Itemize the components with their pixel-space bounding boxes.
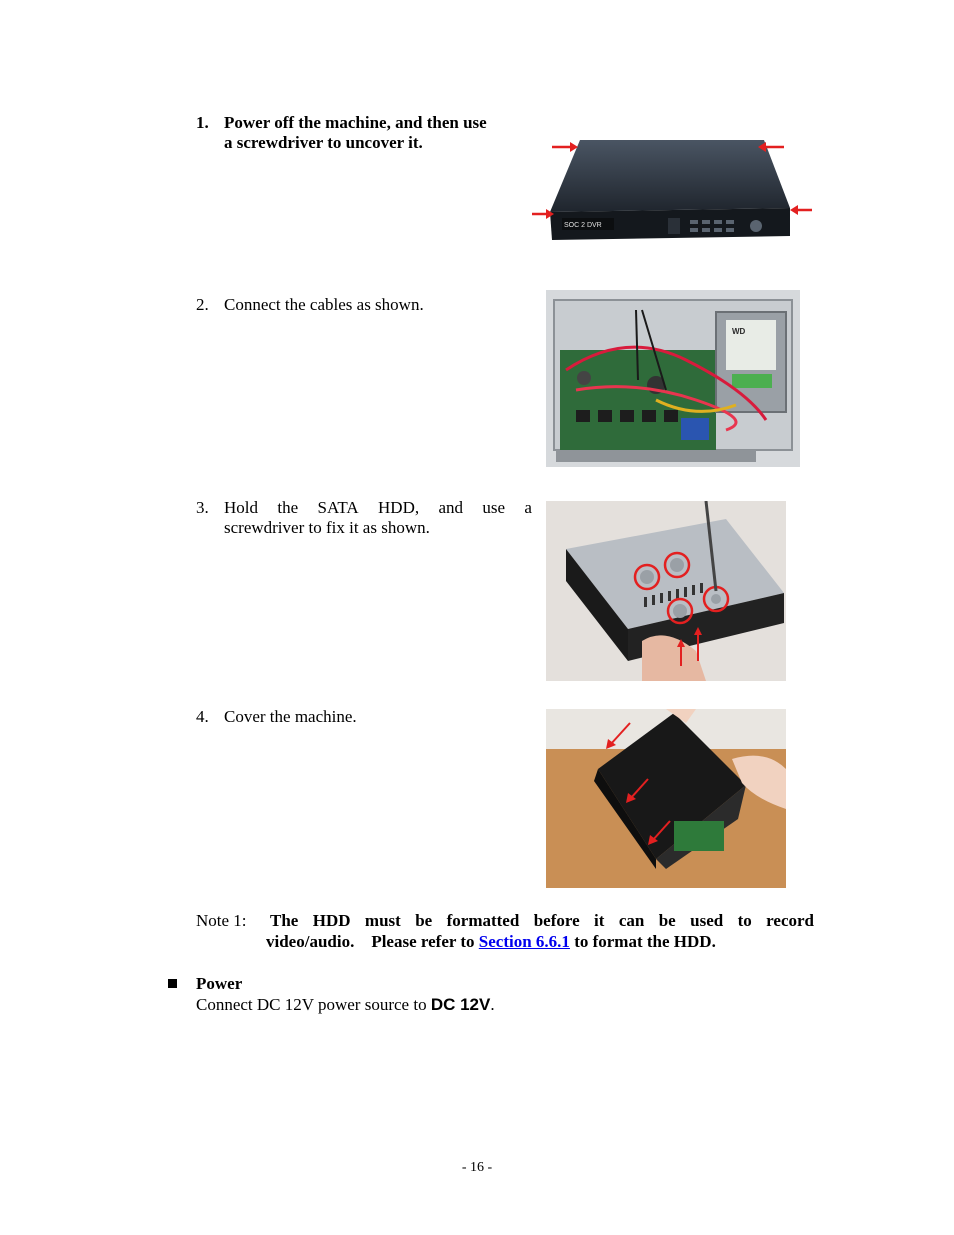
cover-machine-photo (546, 709, 786, 888)
note-line-2 (196, 931, 814, 952)
step-3-word: a (524, 498, 532, 517)
dvr-label: SOC 2 DVR (564, 222, 602, 229)
step-2-line-1: Connect the cables as shown. (224, 295, 424, 314)
note-text-b: to format the HDD. (574, 932, 716, 951)
step-2-number: 2. (196, 295, 209, 314)
power-text-row (168, 994, 868, 1015)
hdd-brand-label: WD (732, 327, 746, 336)
power-emphasis: DC 12V (430, 995, 491, 1014)
square-bullet-icon (168, 979, 177, 988)
note-line-1 (196, 910, 814, 931)
step-3-word: the (277, 498, 299, 517)
note-block (196, 910, 814, 952)
hdd-screw-photo (546, 501, 786, 681)
step-3-word: Hold (224, 498, 258, 517)
internal-wiring-photo (546, 290, 800, 467)
step-3-word: HDD, (378, 498, 420, 517)
note-label: Note 1: (196, 911, 247, 930)
step-3-word: SATA (317, 498, 359, 517)
step-4-number: 4. (196, 707, 209, 726)
power-heading-row (168, 973, 868, 994)
step-3-line-2: screwdriver to fix it as shown. (224, 518, 430, 537)
page-number: - 16 - (461, 1160, 493, 1175)
step-4-line-1: Cover the machine. (224, 707, 357, 726)
step-3-word: use (482, 498, 506, 517)
step-3-word: and (438, 498, 464, 517)
dvr-unit-photo (528, 132, 818, 250)
note-text-a: video/audio. Please refer to (266, 932, 475, 951)
power-end: . (490, 995, 495, 1014)
power-section (168, 973, 868, 1015)
note-warning: The HDD must be formatted before it can be used to record (270, 911, 814, 930)
step-1-line-1: Power off the machine, and then use (224, 113, 487, 132)
section-link[interactable]: Section 6.6.1 (478, 932, 570, 951)
step-3-number: 3. (196, 498, 209, 517)
step-3-line-1 (224, 498, 532, 518)
power-title: Power (196, 974, 243, 993)
power-text: Connect DC 12V power source to (196, 995, 427, 1014)
step-1-number: 1. (196, 113, 209, 132)
step-1-line-2: a screwdriver to uncover it. (224, 133, 423, 152)
